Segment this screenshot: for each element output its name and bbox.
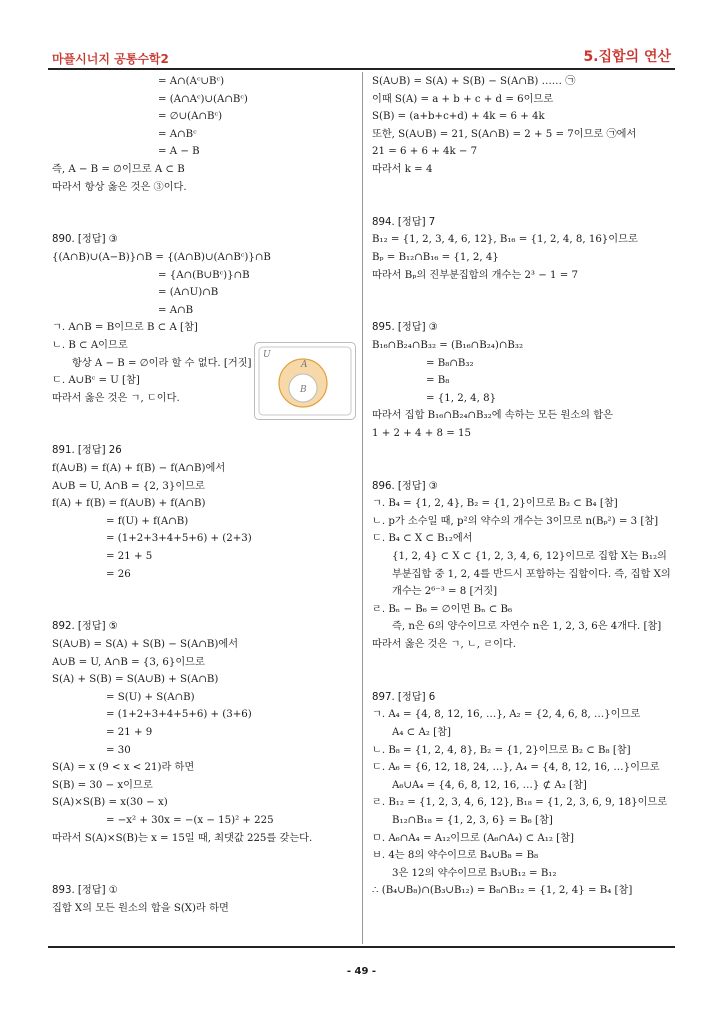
solution-line: 따라서 Bₚ의 진부분집합의 개수는 2³ − 1 = 7 [372,269,579,281]
header-chapter-title: 5.집합의 연산 [583,49,671,65]
problem-heading: 896. [정답] ③ [372,480,438,492]
venn-diagram [254,342,356,420]
venn-label-b: B [300,385,307,395]
solution-line: 1 + 2 + 4 + 8 = 15 [372,427,471,439]
solution-line: = A∩B [158,304,194,316]
solution-line: B₁₂ = {1, 2, 3, 4, 6, 12}, B₁₆ = {1, 2, 4, 8, 16}이므로 [372,234,638,246]
solution-line: 따라서 집합 B₁₆∩B₂₄∩B₃₂에 속하는 모든 원소의 합은 [372,410,613,422]
solution-line: S(A∪B) = S(A) + S(B) − S(A∩B) …… ㉠ [372,76,576,87]
solution-line: ㄴ. B₈ = {1, 2, 4, 8}, B₂ = {1, 2}이므로 B₂ ⊂ B₈ [참] [372,744,631,756]
problem-heading: 891. [정답] 26 [52,445,122,457]
venn-label-u: U [263,350,271,360]
solution-line: 즉, A − B = ∅이므로 A ⊂ B [52,163,185,175]
solution-line: S(A) + S(B) = S(A∪B) + S(A∩B) [52,674,219,686]
problem-heading: 890. [정답] ③ [52,234,118,246]
solution-line: S(B) = 30 − x이므로 [52,779,153,791]
solution-line [372,654,674,672]
solution-line: 개수는 2⁶⁻³ = 8 [거짓] [392,586,498,598]
solution-line: S(A)×S(B) = x(30 − x) [52,797,168,809]
solution-line: = A∩Bᶜ [158,128,197,140]
solution-line: ㄷ. A₆ = {6, 12, 18, 24, …}, A₄ = {4, 8, 12, 16, …}이므로 [372,762,660,774]
solution-line: ㄹ. Bₙ − B₆ = ∅이면 Bₙ ⊂ B₆ [372,603,513,615]
page-number: - 49 - [346,966,377,977]
left-column [52,73,357,918]
solution-line [52,425,357,443]
solution-line: ㄱ. A∩B = B이므로 B ⊂ A [참] [52,322,198,334]
solution-line [372,196,674,214]
problem-heading: 895. [정답] ③ [372,322,438,334]
solution-line: = ∅∪(A∩Bᶜ) [158,111,223,123]
solution-line: = 21 + 9 [106,726,153,738]
solution-line: B₁₂∩B₁₈ = {1, 2, 3, 6} = B₆ [참] [392,814,553,826]
solution-line: = f(U) + f(A∩B) [106,515,189,527]
solution-line: 21 = 6 + 6 + 4k − 7 [372,146,478,158]
solution-line [52,583,357,601]
solution-line [52,196,357,214]
solution-line: S(B) = (a+b+c+d) + 4k = 6 + 4k [372,111,545,123]
solution-line: = (A∩U)∩B [158,287,219,299]
solution-line [52,601,357,619]
problem-heading: 893. [정답] ① [52,885,118,897]
solution-line: S(A∪B) = S(A) + S(B) − S(A∩B)에서 [52,639,239,650]
solution-line: B₁₆∩B₂₄∩B₃₂ = (B₁₆∩B₂₄)∩B₃₂ [372,339,524,351]
solution-line: ㅂ. 4는 8의 약수이므로 B₄∪B₈ = B₈ [372,850,539,862]
problem-heading: 892. [정답] ⑤ [52,621,118,633]
solution-line: A₆∪A₄ = {4, 6, 8, 12, 16, …} ⊄ A₂ [참] [392,779,587,791]
solution-line: ㄱ. A₄ = {4, 8, 12, 16, …}, A₂ = {2, 4, 6, 8, …}이므로 [372,709,641,721]
solution-line: = (A∩Aᶜ)∪(A∩Bᶜ) [158,93,248,105]
solution-line: 부분집합 중 1, 2, 4를 반드시 포함하는 집합이다. 즉, 집합 X의 [392,568,671,580]
solution-line: 따라서 항상 옳은 것은 ③이다. [52,181,187,193]
solution-line: ㄱ. B₄ = {1, 2, 4}, B₂ = {1, 2}이므로 B₂ ⊂ B₄ [참] [372,498,618,510]
solution-line [372,179,674,197]
solution-line: A∪B = U, A∩B = {3, 6}이므로 [52,656,205,668]
right-column [372,73,674,900]
solution-line: = B₈∩B₃₂ [426,357,474,369]
solution-line: = S(U) + S(A∩B) [106,691,195,703]
solution-line: ∴ (B₄∪B₈)∩(B₃∪B₁₂) = B₈∩B₁₂ = {1, 2, 4} = B₄ [참] [372,885,633,897]
solution-line: = (1+2+3+4+5+6) + (2+3) [106,533,252,545]
solution-line: = A∩(Aᶜ∪Bᶜ) [158,76,225,87]
solution-line: {1, 2, 4} ⊂ X ⊂ {1, 2, 3, 4, 6, 12}이므로 집합 X는 B₁₂의 [392,551,667,563]
solution-line: A₄ ⊂ A₂ [참] [392,726,451,738]
solution-line: ㄹ. B₁₂ = {1, 2, 3, 4, 6, 12}, B₁₈ = {1, 2, 3, 6, 9, 18}이므로 [372,797,668,809]
solution-line: 따라서 옳은 것은 ㄱ, ㄴ, ㄹ이다. [372,639,516,650]
solution-line: = B₈ [426,375,450,387]
solution-line: ㄷ. B₄ ⊂ X ⊂ B₁₂에서 [372,533,473,545]
solution-line [372,284,674,302]
solution-line: = A − B [158,146,200,158]
solution-line: = 21 + 5 [106,551,153,563]
solution-line: 항상 A − B = ∅이라 할 수 없다. [거짓] [72,357,252,369]
solution-line: = 26 [106,568,131,580]
solution-line: ㅁ. A₆∩A₄ = A₁₂이므로 (A₆∩A₄) ⊂ A₁₂ [참] [372,832,574,844]
solution-line [372,460,674,478]
solution-line: = −x² + 30x = −(x − 15)² + 225 [106,814,274,826]
solution-line [372,442,674,460]
problem-heading: 897. [정답] 6 [372,691,436,703]
top-rule [48,68,675,70]
solution-line: 따라서 옳은 것은 ㄱ, ㄷ이다. [52,392,180,404]
solution-line: ㄴ. B ⊂ A이므로 [52,339,128,351]
solution-line: 집합 X의 모든 원소의 합을 S(X)라 하면 [52,902,229,914]
solution-line: = (1+2+3+4+5+6) + (3+6) [106,709,252,721]
solution-line: 따라서 S(A)×S(B)는 x = 15일 때, 최댓값 225를 갖는다. [52,832,313,844]
solution-line: = 30 [106,744,131,756]
bottom-rule [48,946,675,948]
solution-line: Bₚ = B₁₂∩B₁₆ = {1, 2, 4} [372,251,499,263]
problem-heading: 894. [정답] 7 [372,216,436,228]
solution-line: 따라서 k = 4 [372,163,433,175]
solution-line: ㄴ. p가 소수일 때, p²의 약수의 개수는 3이므로 n(Bₚ²) = 3 [참] [372,515,659,527]
venn-label-a: A [301,360,308,370]
solution-line: f(A) + f(B) = f(A∪B) + f(A∩B) [52,498,206,510]
solution-line: f(A∪B) = f(A) + f(B) − f(A∩B)에서 [52,463,226,475]
header-book-title: 마플시너지 공통수학2 [52,52,169,66]
solution-line: 3은 12의 약수이므로 B₃∪B₁₂ = B₁₂ [392,867,557,879]
column-divider [362,72,363,944]
solution-line: {(A∩B)∪(A−B)}∩B = {(A∩B)∪(A∩Bᶜ)}∩B [52,251,271,263]
solution-line [372,302,674,320]
solution-line: = {1, 2, 4, 8} [426,392,497,404]
solution-line [52,865,357,883]
solution-line [372,671,674,689]
solution-line: S(A) = x (9 < x < 21)라 하면 [52,762,195,774]
solution-line: ㄷ. A∪Bᶜ = U [참] [52,375,140,387]
solution-line [52,214,357,232]
solution-line: 즉, n은 6의 양수이므로 자연수 n은 1, 2, 3, 6은 4개다. [참] [392,621,662,633]
solution-line: A∪B = U, A∩B = {2, 3}이므로 [52,480,205,492]
solution-line: 이때 S(A) = a + b + c + d = 6이므로 [372,93,554,105]
solution-line: = {A∩(B∪Bᶜ)}∩B [158,269,250,281]
solution-line [52,847,357,865]
solution-line: 또한, S(A∪B) = 21, S(A∩B) = 2 + 5 = 7이므로 ㉠에서 [372,128,637,140]
